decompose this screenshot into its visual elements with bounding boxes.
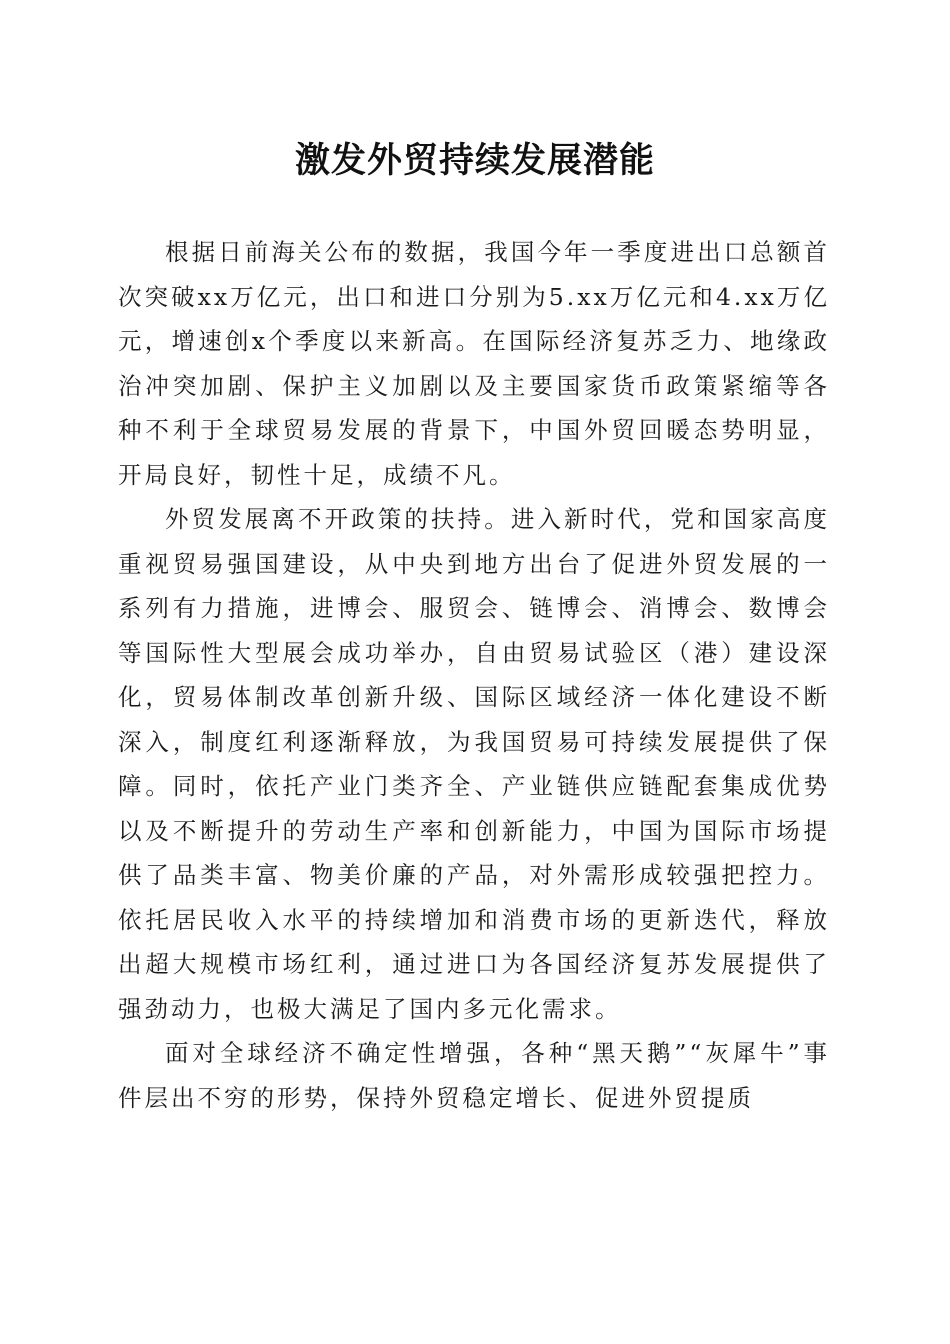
- paragraph-3: 面对全球经济不确定性增强，各种“黑天鹅”“灰犀牛”事件层出不穷的形势，保持外贸稳定增长、促进外贸提质: [118, 1039, 830, 1112]
- document-body: [118, 230, 830, 1120]
- document-title: 激发外贸持续发展潜能: [294, 140, 655, 181]
- paragraph-2: 外贸发展离不开政策的扶持。进入新时代，党和国家高度重视贸易强国建设，从中央到地方出台了促进外贸发展的一系列有力措施，进博会、服贸会、链博会、消博会、数博会等国际性大型展会成功举办，自由贸易试验区（港）建设深化，贸易体制改革创新升级、国际区域经济一体化建设不断深入，制度红利逐渐释放，为我国贸易可持续发展提供了保障。同时，依托产业门类齐全、产业链供应链配套集成优势以及不断提升的劳动生产率和创新能力，中国为国际市场提供了品类丰富、物美价廉的产品，对外需形成较强把控力。依托居民收入水平的持续增加和消费市场的更新迭代，释放出超大规模市场红利，通过进口为各国经济复苏发展提供了强劲动力，也极大满足了国内多元化需求。: [118, 505, 830, 1023]
- paragraph-1: 根据日前海关公布的数据，我国今年一季度进出口总额首次突破xx万亿元，出口和进口分别为5.xx万亿元和4.xx万亿元，增速创x个季度以来新高。在国际经济复苏乏力、地缘政治冲突加剧、保护主义加剧以及主要国家货币政策紧缩等各种不利于全球贸易发展的背景下，中国外贸回暖态势明显，开局良好，韧性十足，成绩不凡。: [118, 238, 830, 489]
